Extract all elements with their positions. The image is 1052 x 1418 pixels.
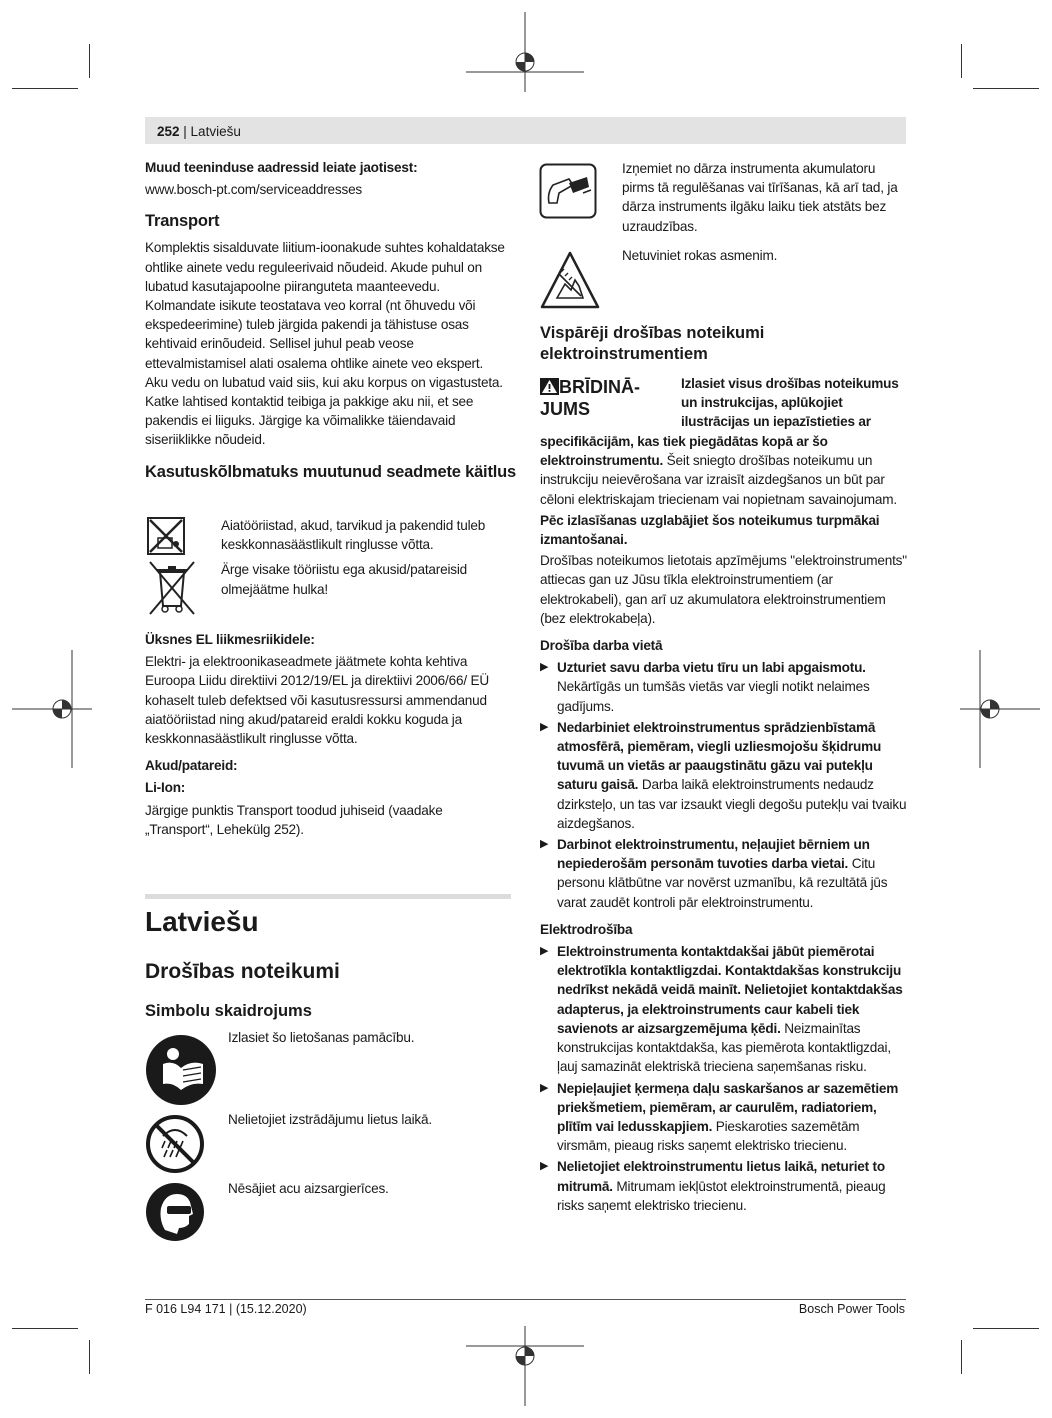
crop-mark: [89, 44, 90, 78]
right-column: [540, 432, 907, 1215]
recycling-icon: [146, 516, 186, 556]
list-item: ▶ Nepieļaujiet ķermeņa daļu saskaršanos ar sazemētiem priekšmetiem, piemēram, ar caurulēm, radiatoriem, plītīm vai ledusskapjiem. Pieskaroties sazemētām virsmām, pieaug risks saņemt elektrisko triecienu.: [540, 1080, 899, 1154]
language-title: Latviešu: [145, 906, 259, 937]
symbol-label-read: Izlasiet šo lietošanas pamācību.: [228, 1030, 415, 1045]
page-number: 252: [157, 124, 180, 139]
warning-intro-cont: specifikācijām, kas tiek piegādātas kopā ar šo elektroinstrumentu.: [540, 434, 828, 469]
crop-mark: [973, 1328, 1039, 1329]
registration-mark-icon: [12, 650, 92, 768]
term-definition: Drošības noteikumos lietotais apzīmējums "elektroinstruments" attiecas gan uz Jūsu tīkla elektroinstrumentiem (ar elektrokabeli), gan arī uz akumulatora elektroinstrumentiem (bez elektrokabeļa).: [540, 553, 907, 626]
list-item: ▶ Elektroinstrumenta kontaktdakšai jābūt piemērotai elektrotīkla kontaktligzdai. Kontaktdakšas konstrukciju nedrīkst nekādā veidā mainīt. Nelietojiet kontaktdakšas adapterus, ja elektroinstruments caur kabeli tiek savienots ar aizsargzemējuma ķēdi. Neizmainītas konstrukcijas kontaktdakša, kas piemērota kontaktligzdai, ļauj samazināt elektriskā trieciena saņemšanas risku.: [540, 944, 903, 1075]
crop-mark: [12, 1328, 78, 1329]
transport-paragraph: Komplektis sisalduvate liitium-ioonakude suhtes kohaldatakse ohtlike ainete vedu reguleerivaid nõudeid. Akude puhul on lubatud kasutajapoolne piiranguteta maanteevedu.: [145, 240, 505, 294]
warning-word: BRĪDINĀ- JUMS: [540, 377, 640, 419]
disposal-text: Ärge visake tööriistu ega akusid/patareisid olmejäätme hulka!: [221, 562, 468, 597]
no-rain-icon: [145, 1114, 205, 1174]
remove-battery-icon: [539, 163, 597, 219]
crop-mark: [89, 1340, 90, 1374]
page-header: [157, 124, 241, 139]
warning-text: Šeit sniegto drošības noteikumu un instrukciju neievērošana var izraisīt aizdegšanos un būt par cēloni elektriskajam triecienam vai nopietnam savainojumam.: [540, 453, 897, 507]
eye-protection-icon: [145, 1182, 205, 1242]
transport-paragraph: Kolmandate isikute teostatava veo korral (nt õhuvedu või ekspedeerimine) tuleb järgida pakendi ja tähistuse osas kehtivaid erinõudeid. Sellisel juhul peab veose ettevalmistamisel alati osalema ohtlike ainete veo ekspert.: [145, 298, 484, 371]
warning-intro: Izlasiet visus drošības noteikumus un instrukcijas, aplūkojiet ilustrācijas un iepazīstieties ar: [681, 376, 899, 430]
electrical-safety-title: Elektrodrošība: [540, 921, 633, 937]
eu-heading: Üksnes EL liikmesriikidele:: [145, 632, 315, 647]
footer-divider: [145, 1299, 906, 1300]
section-divider: [145, 894, 511, 899]
symbol-label-rain: Nelietojiet izstrādājumu lietus laikā.: [228, 1112, 432, 1127]
service-url: www.bosch-pt.com/serviceaddresses: [145, 182, 363, 198]
header-language: Latviešu: [190, 124, 241, 139]
eu-text: Elektri- ja elektroonikaseadmete jäätmete kohta kehtiva Euroopa Liidu direktiivi 2012/19/EL ja direktiivi 2006/66/ EÜ kohaselt tuleb defektsed või kasutusressursi ammendanud aiatööriistad ning akud/patareid eraldi kokku koguda ja keskkonnasäästlikult ringlusse võtta.: [145, 654, 489, 747]
crop-mark: [973, 88, 1039, 89]
symbol-label-blade: Netuviniet rokas asmenim.: [622, 248, 778, 263]
symbols-title: Simbolu skaidrojums: [145, 1002, 312, 1020]
disposal-text: Aiatööriistad, akud, tarvikud ja pakendid tuleb keskkonnasäästlikult ringlusse võtta.: [221, 518, 486, 553]
transport-paragraph: Aku vedu on lubatud vaid siis, kui aku korpus on vigastusteta. Katke lahtised kontaktid teibiga ja pakkige aku nii, et see pakendis ei liiguks. Järgige ka võimalikke täiendavaid siseriiklikke nõudeid.: [145, 374, 503, 448]
liion-heading: Li-Ion:: [145, 780, 186, 796]
list-item: ▶ Darbinot elektroinstrumentu, neļaujiet bērniem un nepiederošām personām tuvoties darba vietai. Citu personu klātbūtne var novērst uzmanību, kā rezultātā jūs varat zaudēt kontroli pār elektroinstrumentu.: [540, 837, 888, 910]
list-item: ▶ Nelietojiet elektroinstrumentu lietus laikā, neturiet to mitrumā. Mitrumam iekļūstot elektroinstrumentā, pieaug risks saņemt elektrisko triecienu.: [540, 1159, 886, 1213]
symbol-label-battery: Izņemiet no dārza instrumenta akumulatoru pirms tā regulēšanas vai tīrīšanas, kā arī tad, ja dārza instruments ilgāku laiku tiek atstāts bez uzraudzības.: [622, 161, 898, 234]
warning-triangle-icon: [540, 378, 559, 395]
page-header-bar: [145, 117, 906, 144]
footer-brand: Bosch Power Tools: [798, 1302, 905, 1316]
left-column: [145, 158, 516, 483]
safety-title: Drošības noteikumi: [145, 960, 340, 983]
eu-block: [145, 630, 510, 839]
read-manual-icon: [145, 1034, 217, 1106]
batteries-heading: Akud/patareid:: [145, 758, 238, 774]
liion-text: Järgige punktis Transport toodud juhiseid (vaadake „Transport“, Lehekülg 252).: [145, 802, 443, 837]
general-safety-title: Vispārēji drošības noteikumi elektroinstrumentiem: [540, 324, 765, 363]
disposal-title: Kasutuskõlbmatuks muutunud seadmete käitlus: [145, 462, 516, 481]
crop-mark: [961, 44, 962, 78]
work-area-title: Drošība darba vietā: [540, 638, 663, 654]
transport-title: Transport: [145, 212, 220, 231]
crop-mark: [961, 1340, 962, 1374]
registration-mark-icon: [466, 12, 584, 92]
crop-mark: [12, 88, 78, 89]
footer-doc-id: F 016 L94 171 | (15.12.2020): [145, 1302, 307, 1316]
blade-hand-warning-icon: [539, 250, 601, 310]
list-item: ▶ Nedarbiniet elektroinstrumentus sprādzienbīstamā atmosfērā, piemēram, viegli uzliesmojošu šķidrumu tuvumā un vietās ar paaugstinātu gāzu vai putekļu saturu gaisā. Darba laikā elektroinstruments nedaudz dzirksteļo, un tas var izsaukt viegli degošu putekļu vai tvaiku aizdegšanos.: [540, 719, 907, 831]
registration-mark-icon: [466, 1326, 584, 1406]
header-separator: |: [179, 124, 191, 139]
keep-instructions: Pēc izlasīšanas uzglabājiet šos noteikumus turpmākai izmantošanai.: [540, 512, 880, 548]
disposal-text-block: [221, 516, 511, 599]
service-heading: Muud teeninduse aadressid leiate jaotisest:: [145, 160, 418, 175]
crossed-bin-icon: [146, 560, 198, 616]
symbol-label-eyes: Nēsājiet acu aizsargierīces.: [228, 1181, 389, 1196]
registration-mark-icon: [960, 650, 1040, 768]
list-item: ▶ Uzturiet savu darba vietu tīru un labi apgaismotu. Nekārtīgās un tumšās vietās var viegli notikt nelaimes gadījums.: [540, 660, 870, 714]
warning-label: [540, 376, 675, 420]
